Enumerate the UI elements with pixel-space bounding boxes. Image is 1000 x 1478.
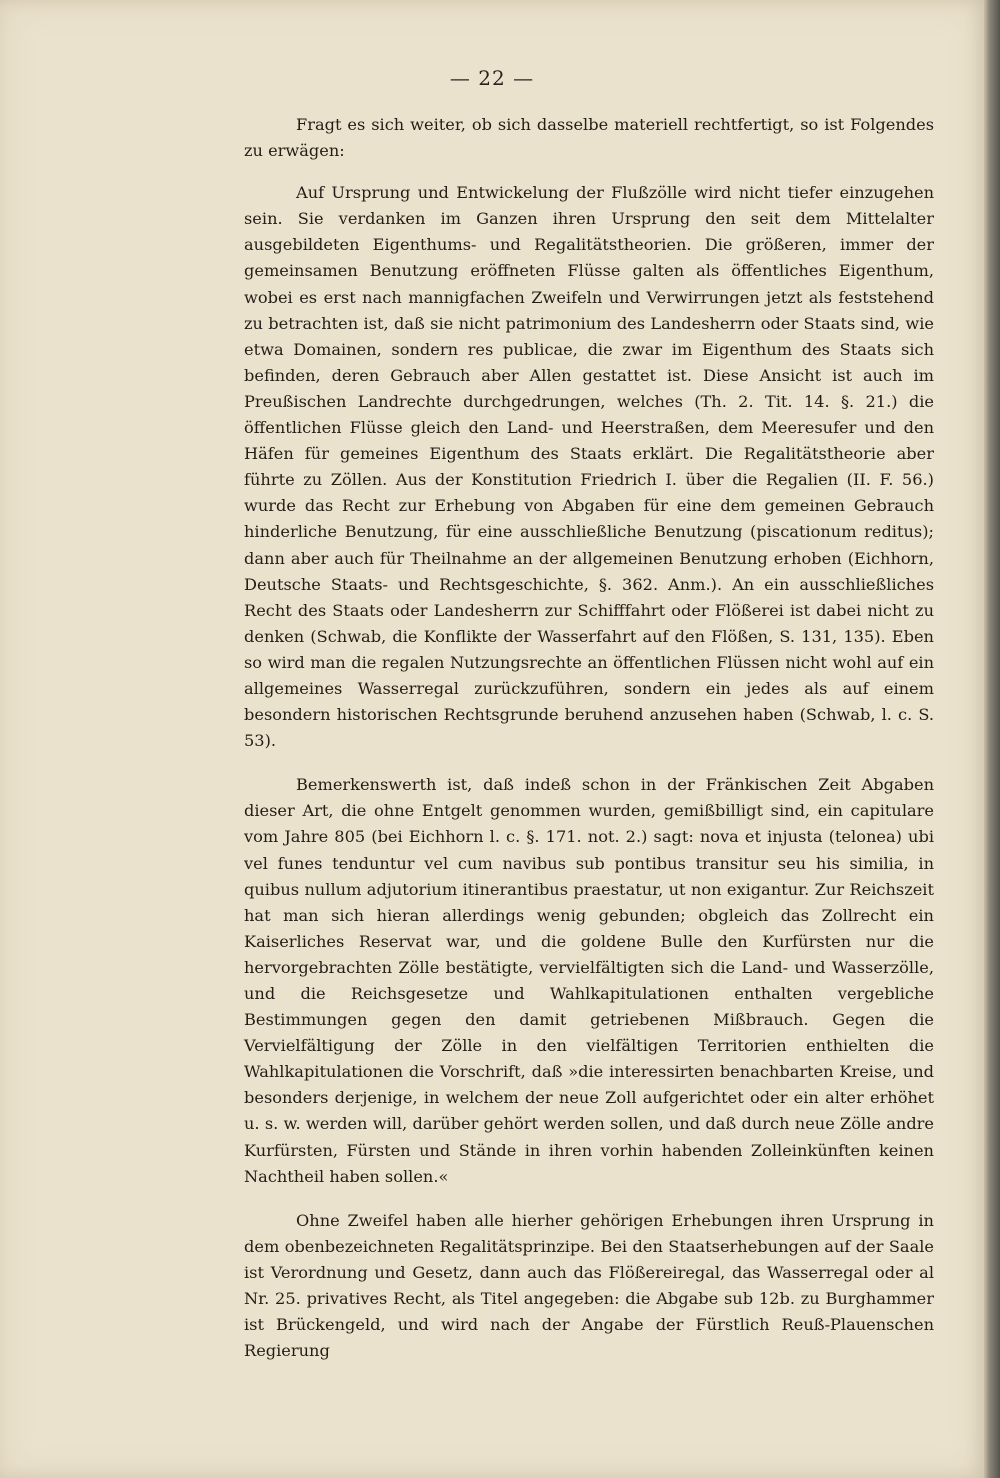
page-number: — 22 — bbox=[449, 66, 535, 90]
body-text bbox=[244, 112, 934, 1364]
page-edge-shadow bbox=[984, 0, 1000, 1478]
paragraph-1: Fragt es sich weiter, ob sich dasselbe materiell rechtfertigt, so ist Folgendes zu erwägen: bbox=[244, 115, 934, 161]
paragraph-4: Ohne Zweifel haben alle hierher gehörigen Erhebungen ihren Ursprung in dem obenbezeichneten Regalitätsprinzipe. Bei den Staatserhebungen auf der Saale ist Verordnung und Gesetz, dann auch das Flößereiregal, das Wasserregal oder al Nr. 25. privatives Recht, als Titel angegeben: die Abgabe sub 12b. zu Burghammer ist Brückengeld, und wird nach der Angabe der Fürstlich Reuß-Plauenschen Regierung bbox=[244, 1210, 934, 1361]
paragraph-2: Auf Ursprung und Entwickelung der Flußzölle wird nicht tiefer einzugehen sein. Sie verdanken im Ganzen ihren Ursprung den seit dem Mittelalter ausgebildeten Eigenthums- und Regalitätstheorien. Die größeren, immer der gemeinsamen Benutzung eröffneten Flüsse galten als öffentliches Eigenthum, wobei es erst nach mannigfachen Zweifeln und Verwirrungen jetzt als feststehend zu betrachten ist, daß sie nicht patrimonium des Landesherrn oder Staats sind, wie etwa Domainen, sondern res publicae, die zwar im Eigenthum des Staats sich befinden, deren Gebrauch aber Allen gestattet ist. Diese Ansicht ist auch im Preußischen Landrechte durchgedrungen, welches (Th. 2. Tit. 14. §. 21.) die öffentlichen Flüsse gleich den Land- und Heerstraßen, dem Meeresufer und den Häfen für gemeines Eigenthum des Staats erklärt. Die Regalitätstheorie aber führte zu Zöllen. Aus der Konstitution Friedrich I. über die Regalien (II. F. 56.) wurde das Recht zur Erhebung von Abgaben für eine dem gemeinen Gebrauch hinderliche Benutzung, für eine ausschließliche Benutzung (piscationum reditus); dann aber auch für Theilnahme an der allgemeinen Benutzung erhoben (Eichhorn, Deutsche Staats- und Rechtsgeschichte, §. 362. Anm.). An ein ausschließliches Recht des Staats oder Landesherrn zur Schifffahrt oder Flößerei ist dabei nicht zu denken (Schwab, die Konflikte der Wasserfahrt auf den Flößen, S. 131, 135). Eben so wird man die regalen Nutzungsrechte an öffentlichen Flüssen nicht wohl auf ein allgemeines Wasserregal zurückzuführen, sondern ein jedes als auf einem besondern historischen Rechtsgrunde beruhend anzusehen haben (Schwab, l. c. S. 53). bbox=[244, 183, 934, 751]
paragraph-3: Bemerkenswerth ist, daß indeß schon in der Fränkischen Zeit Abgaben dieser Art, die ohne Entgelt genommen wurden, gemißbilligt sind, ein capitulare vom Jahre 805 (bei Eichhorn l. c. §. 171. not. 2.) sagt: nova et injusta (telonea) ubi vel funes tenduntur vel cum navibus sub pontibus transitur seu his similia, in quibus nullum adjutorium itinerantibus praestatur, ut non exigantur. Zur Reichszeit hat man sich hieran allerdings wenig gebunden; obgleich das Zollrecht ein Kaiserliches Reservat war, und die goldene Bulle den Kurfürsten nur die hervorgebrachten Zölle bestätigte, vervielfältigten sich die Land- und Wasserzölle, und die Reichsgesetze und Wahlkapitulationen enthalten vergebliche Bestimmungen gegen den damit getriebenen Mißbrauch. Gegen die Vervielfältigung der Zölle in den vielfältigen Territorien enthielten die Wahlkapitulationen die Vorschrift, daß »die interessirten benachbarten Kreise, und besonders derjenige, in welchem der neue Zoll aufgerichtet oder ein alter erhöhet u. s. w. werden will, darüber gehört werden sollen, und daß durch neue Zölle andre Kurfürsten, Fürsten und Stände in ihren vorhin habenden Zolleinkünften keinen Nachtheil haben sollen.« bbox=[244, 775, 934, 1186]
